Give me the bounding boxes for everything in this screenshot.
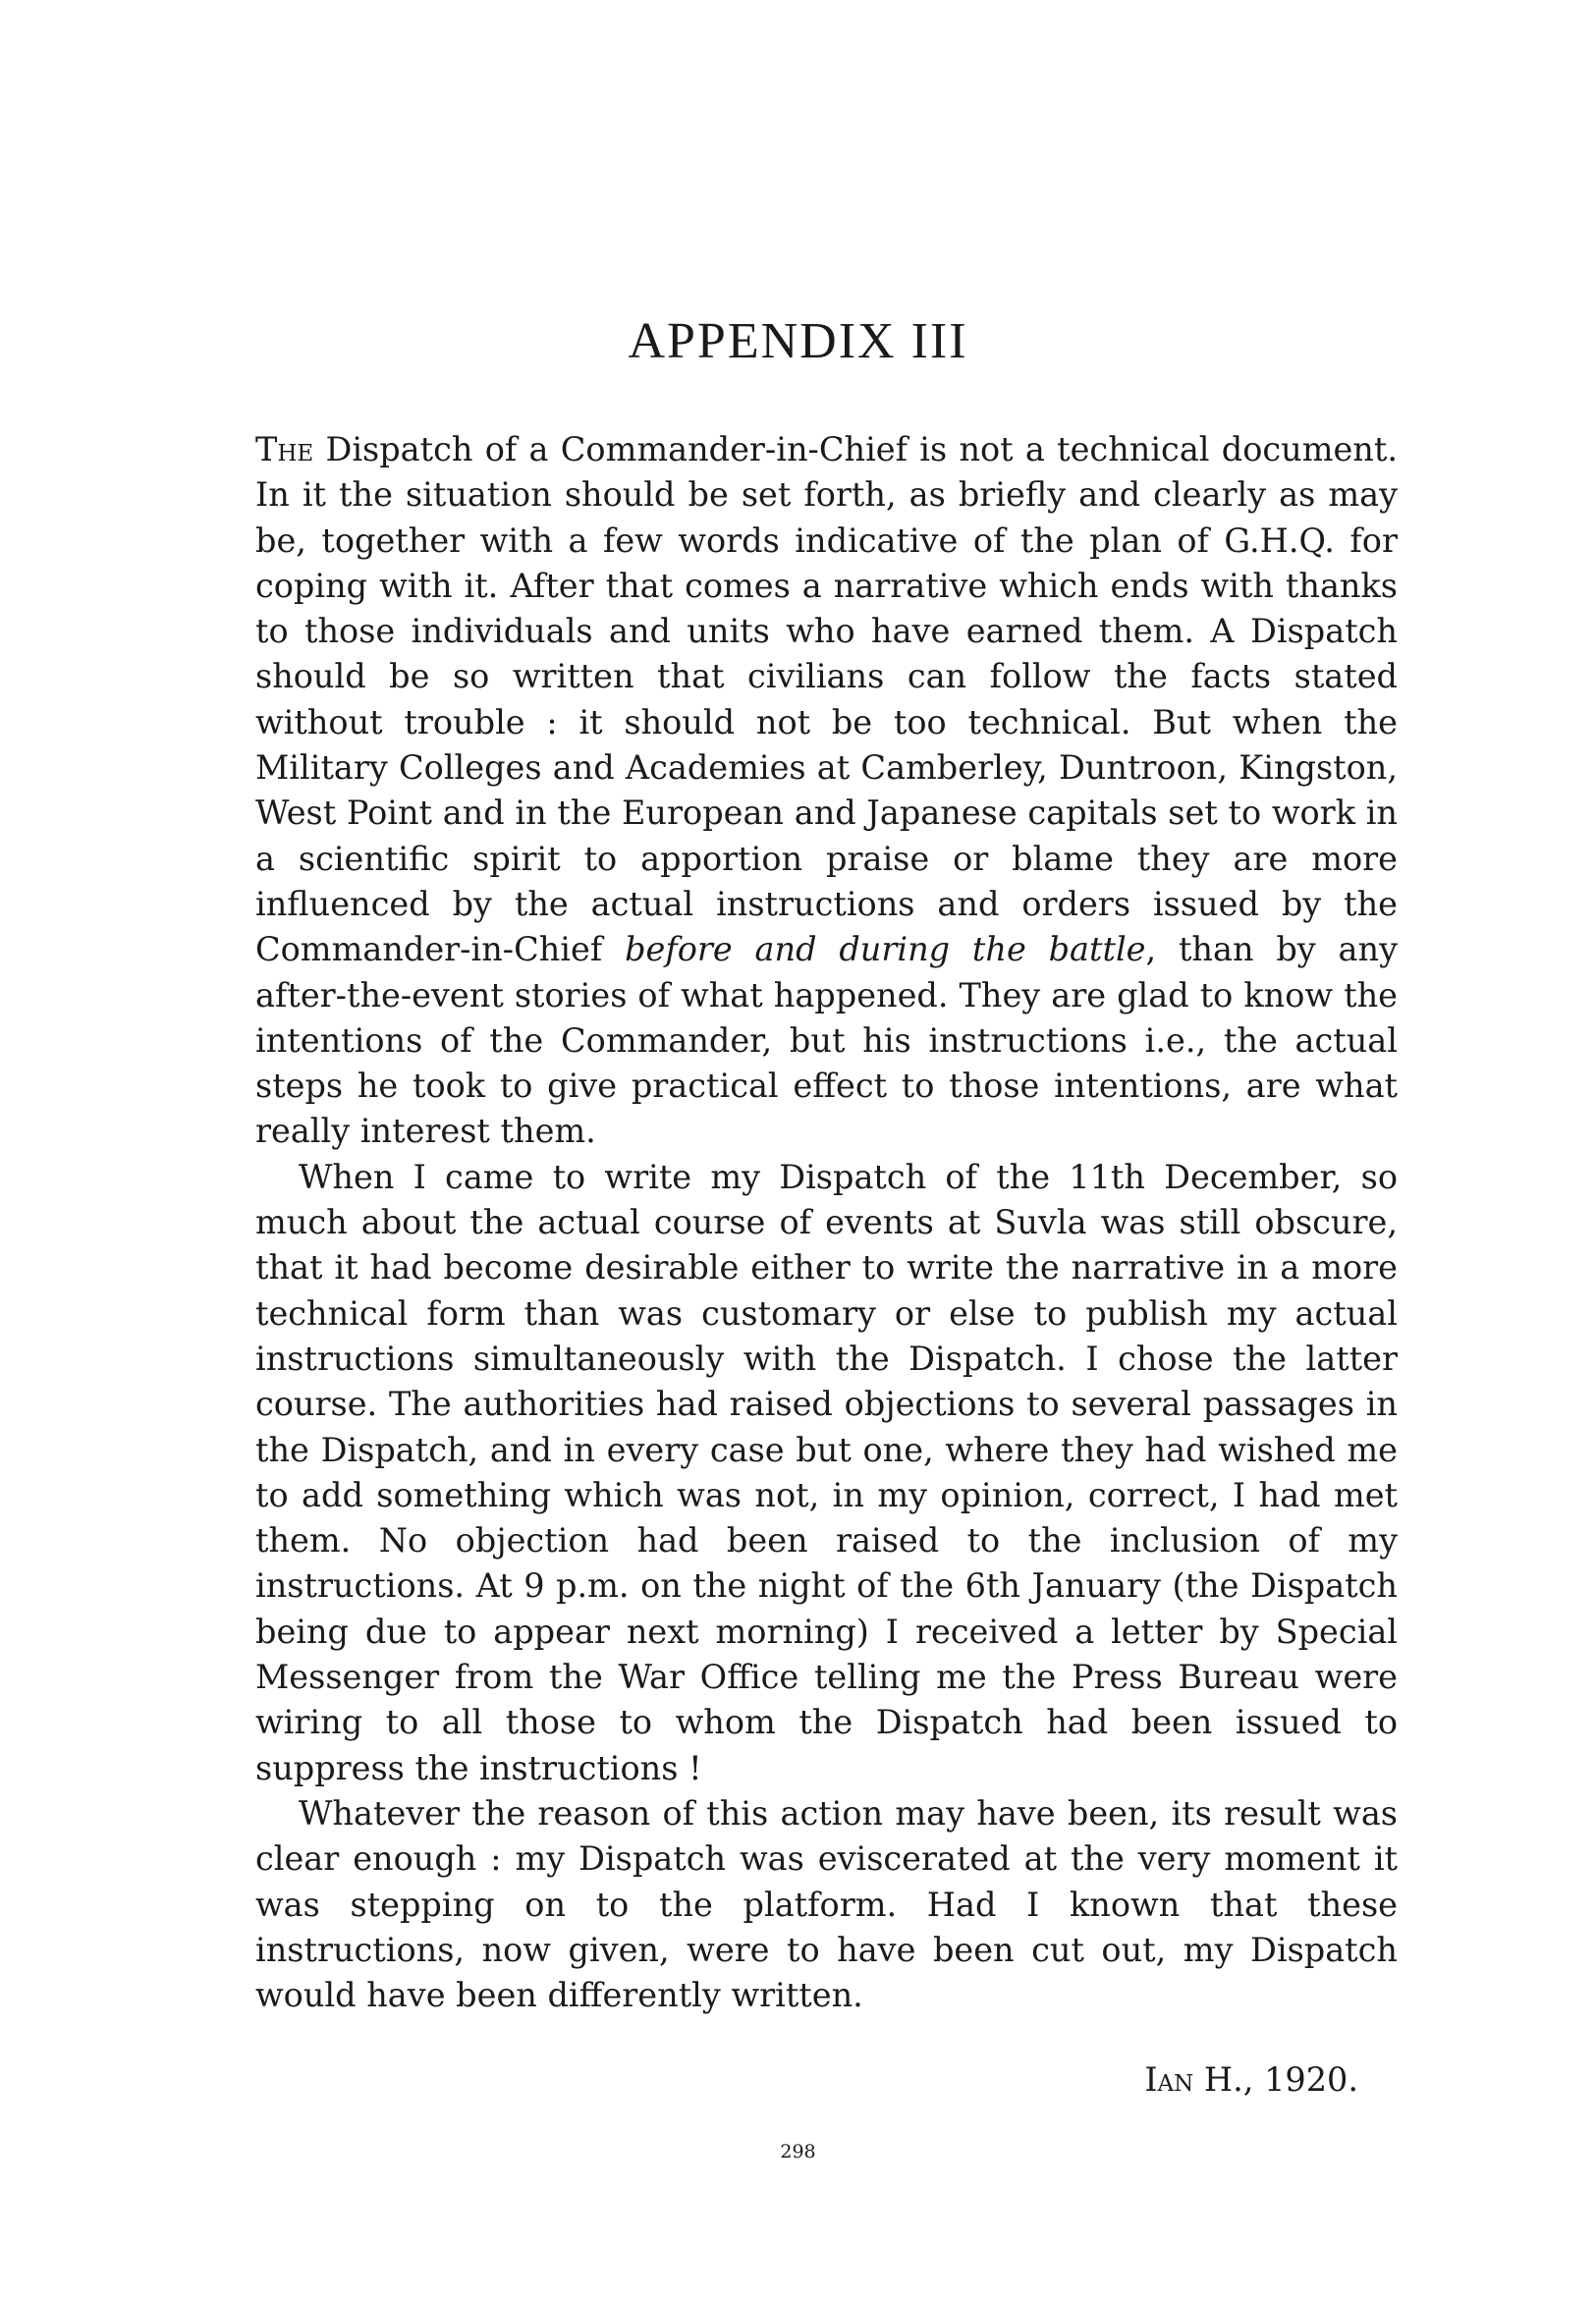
page-number: 298 bbox=[780, 2141, 816, 2163]
paragraph-1-italic-phrase: before and during the battle bbox=[625, 930, 1146, 969]
paragraph-3: Whatever the reason of this action may have been, its result was clear enough : my Dispatch was eviscerated at the very moment it was stepping on to the platform. Had I known that these instructions, now given, were to have been cut out, my Dispatch would have been differently written. bbox=[255, 1793, 1398, 2015]
appendix-title: APPENDIX III bbox=[628, 313, 968, 369]
body-text bbox=[255, 427, 1398, 2018]
signature-name: Ian bbox=[1144, 2060, 1194, 2099]
paragraph-1-text-end: , than by any after-the-event stories of what happened. They are glad to know the intentions of the Commander, but his instructions i.e., the actual steps he took to give practical effect to those intentions, are what really interest them. bbox=[255, 930, 1399, 1151]
signature bbox=[1144, 2060, 1358, 2099]
paragraph-1 bbox=[255, 427, 1398, 1155]
paragraph-2: When I came to write my Dispatch of the 11th December, so much about the actual course of events at Suvla was still obscure, that it had become desirable either to write the narrative in a more technical form than was customary or else to publish my actual instructions simultaneously with the Dispatch. I chose the latter course. The authorities had raised objections to several passages in the Dispatch, and in every case but one, where they had wished me to add something which was not, in my opinion, correct, I had met them. No objection had been raised to the inclusion of my instructions. At 9 p.m. on the night of the 6th January (the Dispatch being due to appear next morning) I received a letter by Special Messenger from the War Office telling me the Press Bureau were wiring to all those to whom the Dispatch had been issued to suppress the instructions ! bbox=[255, 1157, 1398, 1787]
signature-date: H., 1920. bbox=[1193, 2060, 1358, 2099]
paragraph-1-lead-word: The bbox=[255, 430, 314, 468]
paragraph-1-text: Dispatch of a Commander-in-Chief is not a technical document. In it the situation should be set forth, as briefly and clearly as may be, together with a few words indicative of the plan of G.H.Q. for coping with it. After that comes a narrative which ends with thanks to those individuals and units who have earned them. A Dispatch should be so written that civilians can follow the facts stated without trouble : it should not be too technical. But when the Military Colleges and Academies at Camberley, Duntroon, Kingston, West Point and in the European and Japanese capitals set to work in a scientific spirit to apportion praise or blame they are more influenced by the actual instructions and orders issued by the Commander-in-Chief bbox=[255, 430, 1398, 969]
